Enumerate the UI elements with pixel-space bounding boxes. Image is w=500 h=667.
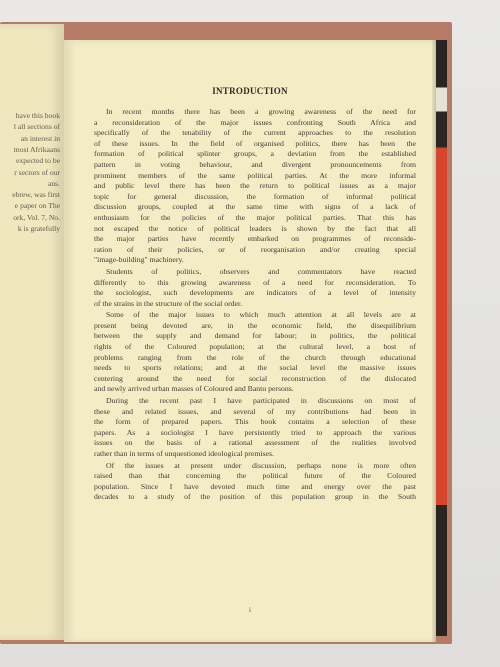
text-line: During the recent past I have participated in discussions on most of [106, 396, 416, 406]
text-line: papers. As a sociologist I have persistently tried to approach the various [94, 427, 416, 437]
left-page-fragment: most Afrikaans [13, 144, 60, 154]
left-page-edge [0, 24, 64, 640]
text-line: Of the issues at present under discussion, perhaps none is more often [106, 460, 416, 470]
left-page-fragment: ork, Vol. 7, No. [13, 212, 60, 222]
text-line: needs to sports relations; and at the social level the massive issues [94, 363, 416, 373]
text-line: not escaped the notice of political leaders is shown by the fact that all [94, 223, 416, 233]
text-line: In recent months there has been a growing awareness of the need for [106, 107, 416, 116]
text-line: decades to a study of the position of this population group in the South [94, 492, 416, 502]
text-line: rather than in terms of unquestioned ideological premises. [94, 449, 274, 458]
left-page-fragment: ans. [47, 178, 60, 188]
text-line: issues on the basis of a rational assessment of the realities involved [94, 438, 416, 448]
paragraph [94, 396, 416, 460]
text-line: present being devoted are, in the economic field, the disequilibrium [94, 320, 416, 330]
text-line: "image-building" machinery. [94, 255, 184, 265]
page-edge-shadow [432, 40, 436, 642]
text-line: discussion groups, coupled at the same time with signs of a lack of [94, 202, 416, 212]
text-line: differently to this growing awareness of a need for reconsideration. To [94, 277, 416, 287]
left-page-fragment: expected to be [16, 156, 60, 166]
page-number: i [249, 606, 251, 614]
text-line: topic for general discussion, the formation of informal political [94, 191, 416, 201]
text-line: these and related issues, and several of my contributions had been in [94, 406, 416, 416]
text-line: problems ranging from the role of the church through educational [94, 352, 416, 362]
left-page-fragment: l all sections of [13, 122, 60, 132]
text-line: and newly arrived urban masses of Coloured and Bantu persons. [94, 384, 294, 394]
text-line: enthusiasm for the policies of the major political parties. That this has [94, 212, 416, 222]
text-line: between the supply and demand for labour; in politics, the political [94, 331, 416, 341]
text-line: the form of prepared papers. This book contains a selection of these [94, 417, 416, 427]
text-line: formation of political splinter groups, a deviation from the established [94, 149, 416, 159]
left-page-fragment: k is gratefully [17, 224, 60, 233]
text-line: pattern in voting behaviour, and divergent pronouncements from [94, 159, 416, 169]
text-line: of the strains in the structure of the social order. [94, 298, 243, 308]
page-title: INTRODUCTION [212, 86, 288, 96]
left-page-fragment: an interest in [20, 133, 60, 143]
text-line: prominent members of the same political parties. At the more informal [94, 170, 416, 180]
text-line: ration of their policies, or of reorganisation and/or creating special [94, 244, 416, 254]
text-line: centering around the need for social reconstruction of the dislocated [94, 373, 416, 383]
text-line: of these issues. In the field of organised politics, there has been the [94, 138, 416, 148]
paragraph [94, 107, 416, 266]
paragraph [94, 267, 416, 309]
left-page-fragment: ebrew, was first [12, 190, 60, 200]
text-line: Students of politics, observers and commentators have reacted [106, 266, 416, 276]
text-line: specifically of the tenability of the current approaches to the resolution [94, 128, 416, 138]
left-page-fragment: e paper on The [14, 201, 60, 211]
text-line: a reconsideration of the major issues confronting South Africa and [94, 117, 416, 127]
text-line: Some of the major issues to which much attention at all levels are at [106, 310, 416, 320]
left-page-fragment: r sectors of our [14, 167, 60, 177]
book-page [64, 40, 436, 642]
left-page-fragment: have this book [15, 111, 60, 120]
text-line: population. Since I have devoted much time and energy over the past [94, 481, 416, 491]
text-line: the major parties have recently embarked on programmes of reconside- [94, 234, 416, 244]
text-line: the sociologist, such developments are indicators of a level of intensity [94, 288, 416, 298]
text-line: raised than that concerning the political future of the Coloured [94, 471, 416, 481]
paragraph [94, 310, 416, 395]
text-line: and public level there has been the return to political issues as a major [94, 181, 416, 191]
text-line: rights of the Coloured population; at the cultural level, a host of [94, 342, 416, 352]
paragraph [94, 461, 416, 503]
page-body [94, 107, 416, 503]
